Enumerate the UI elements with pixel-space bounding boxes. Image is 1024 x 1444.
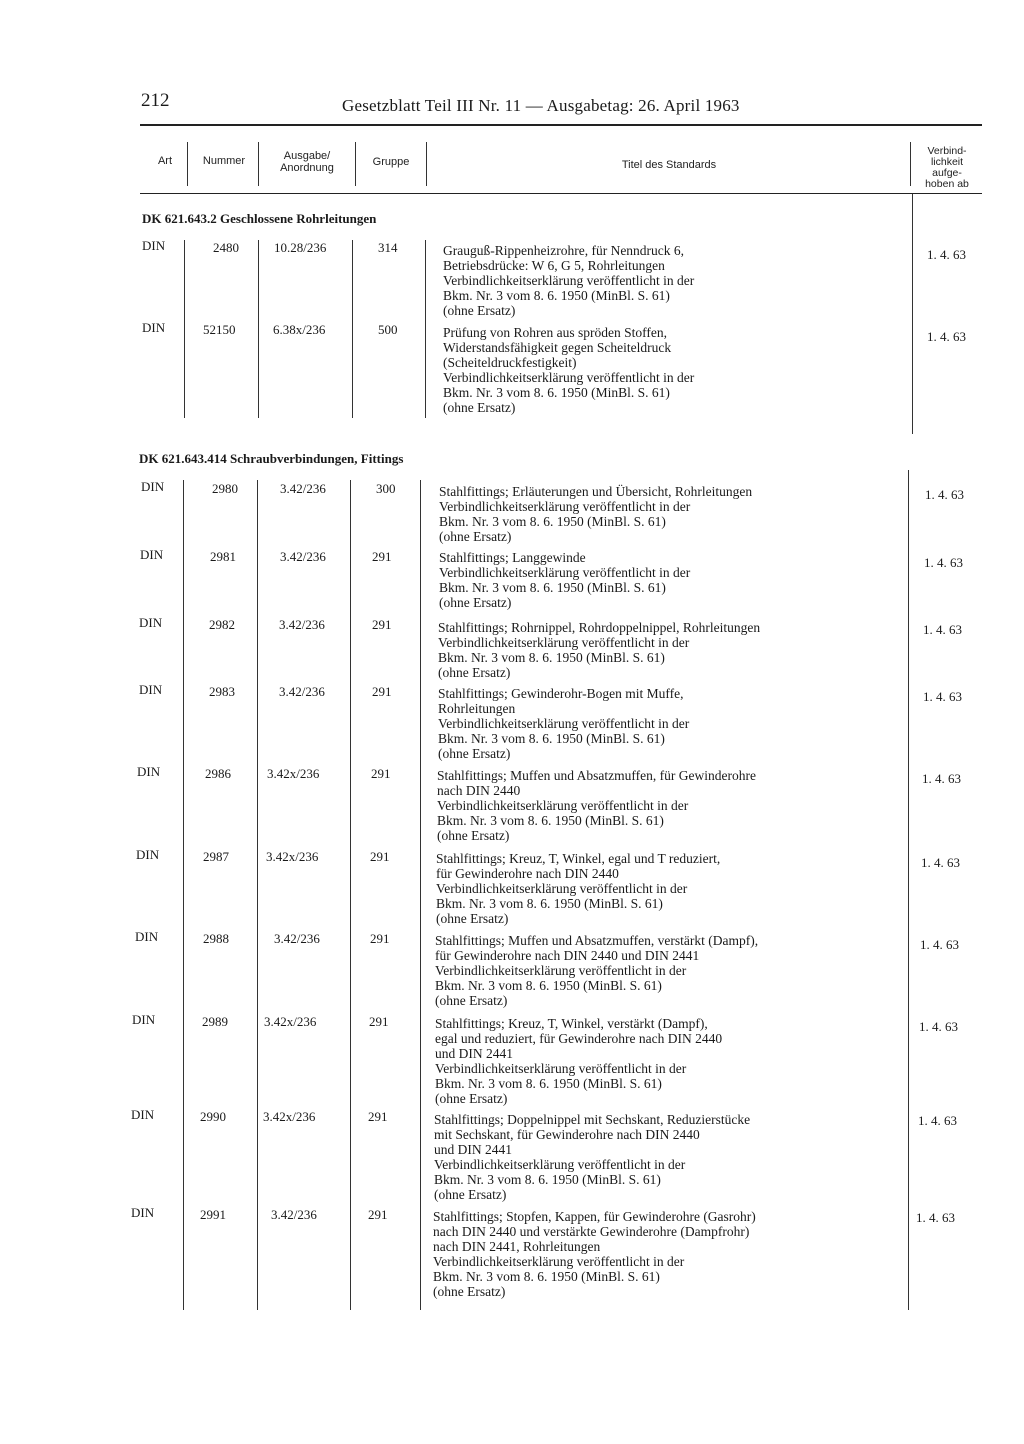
titel-line: Stahlfittings; Kreuz, T, Winkel, egal und T reduziert, — [436, 851, 721, 866]
cell-gruppe: 291 — [368, 1207, 388, 1222]
cell-aufgehoben: 1. 4. 63 — [923, 622, 962, 637]
titel-line: für Gewinderohre nach DIN 2440 — [436, 866, 619, 881]
cell-aufgehoben: 1. 4. 63 — [924, 555, 963, 570]
date-column-divider — [908, 470, 909, 1310]
cell-titel — [438, 620, 760, 680]
cell-aufgehoben: 1. 4. 63 — [916, 1210, 955, 1225]
titel-line: (ohne Ersatz) — [434, 1187, 507, 1202]
cell-titel — [439, 550, 690, 610]
col-header-art: Art — [157, 155, 173, 167]
cell-ausgabe: 3.42/236 — [280, 481, 326, 496]
titel-line: Stahlfittings; Stopfen, Kappen, für Gewinderohre (Gasrohr) — [433, 1209, 756, 1224]
col-header-gruppe: Gruppe — [372, 156, 410, 168]
cell-nummer: 2987 — [203, 849, 229, 864]
cell-nummer: 2991 — [200, 1207, 226, 1222]
cell-nummer: 2982 — [209, 617, 235, 632]
titel-line: Rohrleitungen — [438, 701, 516, 716]
cell-nummer: 2990 — [200, 1109, 226, 1124]
col-header-ausgabe-line1: Ausgabe/ — [283, 150, 331, 162]
cell-gruppe: 300 — [376, 481, 396, 496]
cell-titel — [434, 1112, 750, 1202]
cell-art: DIN — [139, 682, 163, 697]
column-divider — [350, 480, 351, 1310]
cell-titel — [437, 768, 756, 843]
cell-gruppe: 291 — [371, 766, 391, 781]
titel-line: Stahlfittings; Gewinderohr-Bogen mit Muffe, — [438, 686, 684, 701]
cell-art: DIN — [131, 1107, 155, 1122]
header-divider — [187, 142, 188, 186]
cell-art: DIN — [135, 929, 159, 944]
titel-line: Stahlfittings; Erläuterungen und Übersicht, Rohrleitungen — [439, 484, 753, 499]
column-divider — [420, 480, 421, 1310]
titel-line: Widerstandsfähigkeit gegen Scheiteldruck — [443, 340, 672, 355]
titel-line: (ohne Ersatz) — [439, 595, 512, 610]
titel-line: Bkm. Nr. 3 vom 8. 6. 1950 (MinBl. S. 61) — [443, 385, 670, 400]
titel-line: egal und reduziert, für Gewinderohre nach DIN 2440 — [435, 1031, 723, 1046]
col-header-aufgehoben-line2: lichkeit — [930, 156, 964, 168]
titel-line: Bkm. Nr. 3 vom 8. 6. 1950 (MinBl. S. 61) — [437, 813, 664, 828]
cell-aufgehoben: 1. 4. 63 — [925, 487, 964, 502]
cell-ausgabe: 6.38x/236 — [273, 322, 326, 337]
titel-line: (ohne Ersatz) — [437, 828, 510, 843]
col-header-nummer: Nummer — [202, 155, 246, 167]
cell-nummer: 2983 — [209, 684, 235, 699]
cell-nummer: 2981 — [210, 549, 236, 564]
cell-aufgehoben: 1. 4. 63 — [927, 329, 966, 344]
column-divider — [352, 240, 353, 418]
col-header-ausgabe-line2: Anordnung — [280, 162, 334, 174]
section-heading: DK 621.643.2 Geschlossene Rohrleitungen — [142, 211, 377, 226]
titel-line: (ohne Ersatz) — [439, 529, 512, 544]
column-divider — [258, 240, 259, 418]
titel-line: (ohne Ersatz) — [436, 911, 509, 926]
titel-line: (ohne Ersatz) — [438, 665, 511, 680]
cell-gruppe: 314 — [378, 240, 398, 255]
cell-nummer: 2980 — [212, 481, 238, 496]
titel-line: Bkm. Nr. 3 vom 8. 6. 1950 (MinBl. S. 61) — [433, 1269, 660, 1284]
titel-line: Verbindlichkeitserklärung veröffentlicht in der — [443, 273, 695, 288]
titel-line: Bkm. Nr. 3 vom 8. 6. 1950 (MinBl. S. 61) — [434, 1172, 661, 1187]
col-header-ausgabe — [262, 150, 352, 174]
col-header-titel: Titel des Standards — [621, 159, 717, 171]
cell-aufgehoben: 1. 4. 63 — [918, 1113, 957, 1128]
titel-line: (ohne Ersatz) — [433, 1284, 506, 1299]
titel-line: Verbindlichkeitserklärung veröffentlicht in der — [436, 881, 688, 896]
cell-titel — [436, 851, 720, 926]
titel-line: Verbindlichkeitserklärung veröffentlicht in der — [435, 1061, 687, 1076]
titel-line: Verbindlichkeitserklärung veröffentlicht in der — [439, 565, 691, 580]
cell-aufgehoben: 1. 4. 63 — [927, 247, 966, 262]
header-rule — [140, 124, 982, 126]
cell-gruppe: 291 — [370, 931, 390, 946]
column-divider — [257, 480, 258, 1310]
cell-nummer: 2989 — [202, 1014, 228, 1029]
cell-gruppe: 291 — [372, 684, 392, 699]
column-divider — [183, 480, 184, 1310]
cell-ausgabe: 3.42x/236 — [267, 766, 320, 781]
header-divider — [258, 142, 259, 186]
cell-ausgabe: 3.42/236 — [279, 617, 325, 632]
titel-line: nach DIN 2441, Rohrleitungen — [433, 1239, 601, 1254]
titel-line: Bkm. Nr. 3 vom 8. 6. 1950 (MinBl. S. 61) — [439, 514, 666, 529]
cell-titel — [443, 243, 694, 318]
cell-art: DIN — [142, 320, 166, 335]
column-divider — [184, 240, 185, 418]
cell-art: DIN — [140, 547, 164, 562]
titel-line: mit Sechskant, für Gewinderohre nach DIN 2440 — [434, 1127, 700, 1142]
titel-line: Verbindlichkeitserklärung veröffentlicht in der — [435, 963, 687, 978]
titel-line: Stahlfittings; Langgewinde — [439, 550, 586, 565]
col-header-aufgehoben-line3: aufge- — [932, 167, 962, 179]
cell-gruppe: 291 — [369, 1014, 389, 1029]
titel-line: Bkm. Nr. 3 vom 8. 6. 1950 (MinBl. S. 61) — [435, 978, 662, 993]
titel-line: Betriebsdrücke: W 6, G 5, Rohrleitungen — [443, 258, 665, 273]
titel-line: Bkm. Nr. 3 vom 8. 6. 1950 (MinBl. S. 61) — [438, 731, 665, 746]
cell-nummer: 2986 — [205, 766, 231, 781]
col-header-aufgehoben-line1: Verbind- — [927, 145, 967, 157]
cell-aufgehoben: 1. 4. 63 — [919, 1019, 958, 1034]
cell-titel — [439, 484, 752, 544]
cell-ausgabe: 10.28/236 — [274, 240, 327, 255]
cell-ausgabe: 3.42/236 — [280, 549, 326, 564]
titel-line: Prüfung von Rohren aus spröden Stoffen, — [443, 325, 667, 340]
titel-line: Verbindlichkeitserklärung veröffentlicht in der — [438, 635, 690, 650]
titel-line: nach DIN 2440 und verstärkte Gewinderohre (Dampfrohr) — [433, 1224, 750, 1239]
titel-line: (ohne Ersatz) — [443, 303, 516, 318]
cell-nummer: 2480 — [213, 240, 239, 255]
header-divider — [910, 142, 911, 186]
cell-art: DIN — [131, 1205, 155, 1220]
cell-art: DIN — [139, 615, 163, 630]
titel-line: (ohne Ersatz) — [435, 1091, 508, 1106]
cell-aufgehoben: 1. 4. 63 — [920, 937, 959, 952]
cell-gruppe: 291 — [372, 617, 392, 632]
cell-art: DIN — [141, 479, 165, 494]
titel-line: Verbindlichkeitserklärung veröffentlicht in der — [438, 716, 690, 731]
col-header-aufgehoben — [912, 146, 982, 190]
cell-ausgabe: 3.42/236 — [279, 684, 325, 699]
cell-titel — [443, 325, 694, 415]
header-divider — [355, 142, 356, 186]
cell-titel — [438, 686, 689, 761]
titel-line: (ohne Ersatz) — [438, 746, 511, 761]
cell-ausgabe: 3.42/236 — [271, 1207, 317, 1222]
cell-art: DIN — [136, 847, 160, 862]
cell-aufgehoben: 1. 4. 63 — [921, 855, 960, 870]
titel-line: Bkm. Nr. 3 vom 8. 6. 1950 (MinBl. S. 61) — [436, 896, 663, 911]
date-column-divider — [912, 194, 913, 434]
cell-ausgabe: 3.42/236 — [274, 931, 320, 946]
titel-line: (Scheiteldruckfestigkeit) — [443, 355, 577, 370]
column-header-rule — [140, 193, 982, 194]
titel-line: Verbindlichkeitserklärung veröffentlicht in der — [443, 370, 695, 385]
titel-line: Grauguß-Rippenheizrohre, für Nenndruck 6, — [443, 243, 685, 258]
cell-art: DIN — [132, 1012, 156, 1027]
section-heading: DK 621.643.414 Schraubverbindungen, Fittings — [139, 451, 404, 466]
titel-line: Stahlfittings; Rohrnippel, Rohrdoppelnippel, Rohrleitungen — [438, 620, 761, 635]
titel-line: Stahlfittings; Muffen und Absatzmuffen, für Gewinderohre — [437, 768, 756, 783]
titel-line: Bkm. Nr. 3 vom 8. 6. 1950 (MinBl. S. 61) — [439, 580, 666, 595]
cell-ausgabe: 3.42x/236 — [266, 849, 319, 864]
cell-gruppe: 291 — [370, 849, 390, 864]
titel-line: nach DIN 2440 — [437, 783, 521, 798]
column-divider — [425, 240, 426, 418]
cell-ausgabe: 3.42x/236 — [264, 1014, 317, 1029]
cell-gruppe: 291 — [372, 549, 392, 564]
cell-aufgehoben: 1. 4. 63 — [922, 771, 961, 786]
col-header-aufgehoben-line4: hoben ab — [925, 178, 969, 190]
titel-line: und DIN 2441 — [434, 1142, 512, 1157]
titel-line: Verbindlichkeitserklärung veröffentlicht in der — [439, 499, 691, 514]
publication-title: Gesetzblatt Teil III Nr. 11 — Ausgabetag: 26. April 1963 — [342, 96, 740, 115]
titel-line: für Gewinderohre nach DIN 2440 und DIN 2441 — [435, 948, 700, 963]
titel-line: (ohne Ersatz) — [435, 993, 508, 1008]
header-divider — [426, 142, 427, 186]
titel-line: Verbindlichkeitserklärung veröffentlicht in der — [434, 1157, 686, 1172]
cell-aufgehoben: 1. 4. 63 — [923, 689, 962, 704]
titel-line: Stahlfittings; Muffen und Absatzmuffen, verstärkt (Dampf), — [435, 933, 759, 948]
cell-nummer: 2988 — [203, 931, 229, 946]
cell-gruppe: 500 — [378, 322, 398, 337]
titel-line: Stahlfittings; Kreuz, T, Winkel, verstärkt (Dampf), — [435, 1016, 708, 1031]
cell-gruppe: 291 — [368, 1109, 388, 1124]
cell-ausgabe: 3.42x/236 — [263, 1109, 316, 1124]
titel-line: Stahlfittings; Doppelnippel mit Sechskant, Reduzierstücke — [434, 1112, 751, 1127]
titel-line: Bkm. Nr. 3 vom 8. 6. 1950 (MinBl. S. 61) — [435, 1076, 662, 1091]
titel-line: und DIN 2441 — [435, 1046, 513, 1061]
titel-line: Bkm. Nr. 3 vom 8. 6. 1950 (MinBl. S. 61) — [438, 650, 665, 665]
cell-nummer: 52150 — [203, 322, 236, 337]
cell-titel — [435, 1016, 722, 1106]
page-number: 212 — [141, 90, 170, 111]
titel-line: Verbindlichkeitserklärung veröffentlicht in der — [433, 1254, 685, 1269]
titel-line: (ohne Ersatz) — [443, 400, 516, 415]
titel-line: Verbindlichkeitserklärung veröffentlicht in der — [437, 798, 689, 813]
cell-titel — [433, 1209, 756, 1299]
titel-line: Bkm. Nr. 3 vom 8. 6. 1950 (MinBl. S. 61) — [443, 288, 670, 303]
cell-art: DIN — [142, 238, 166, 253]
cell-titel — [435, 933, 758, 1008]
cell-art: DIN — [137, 764, 161, 779]
